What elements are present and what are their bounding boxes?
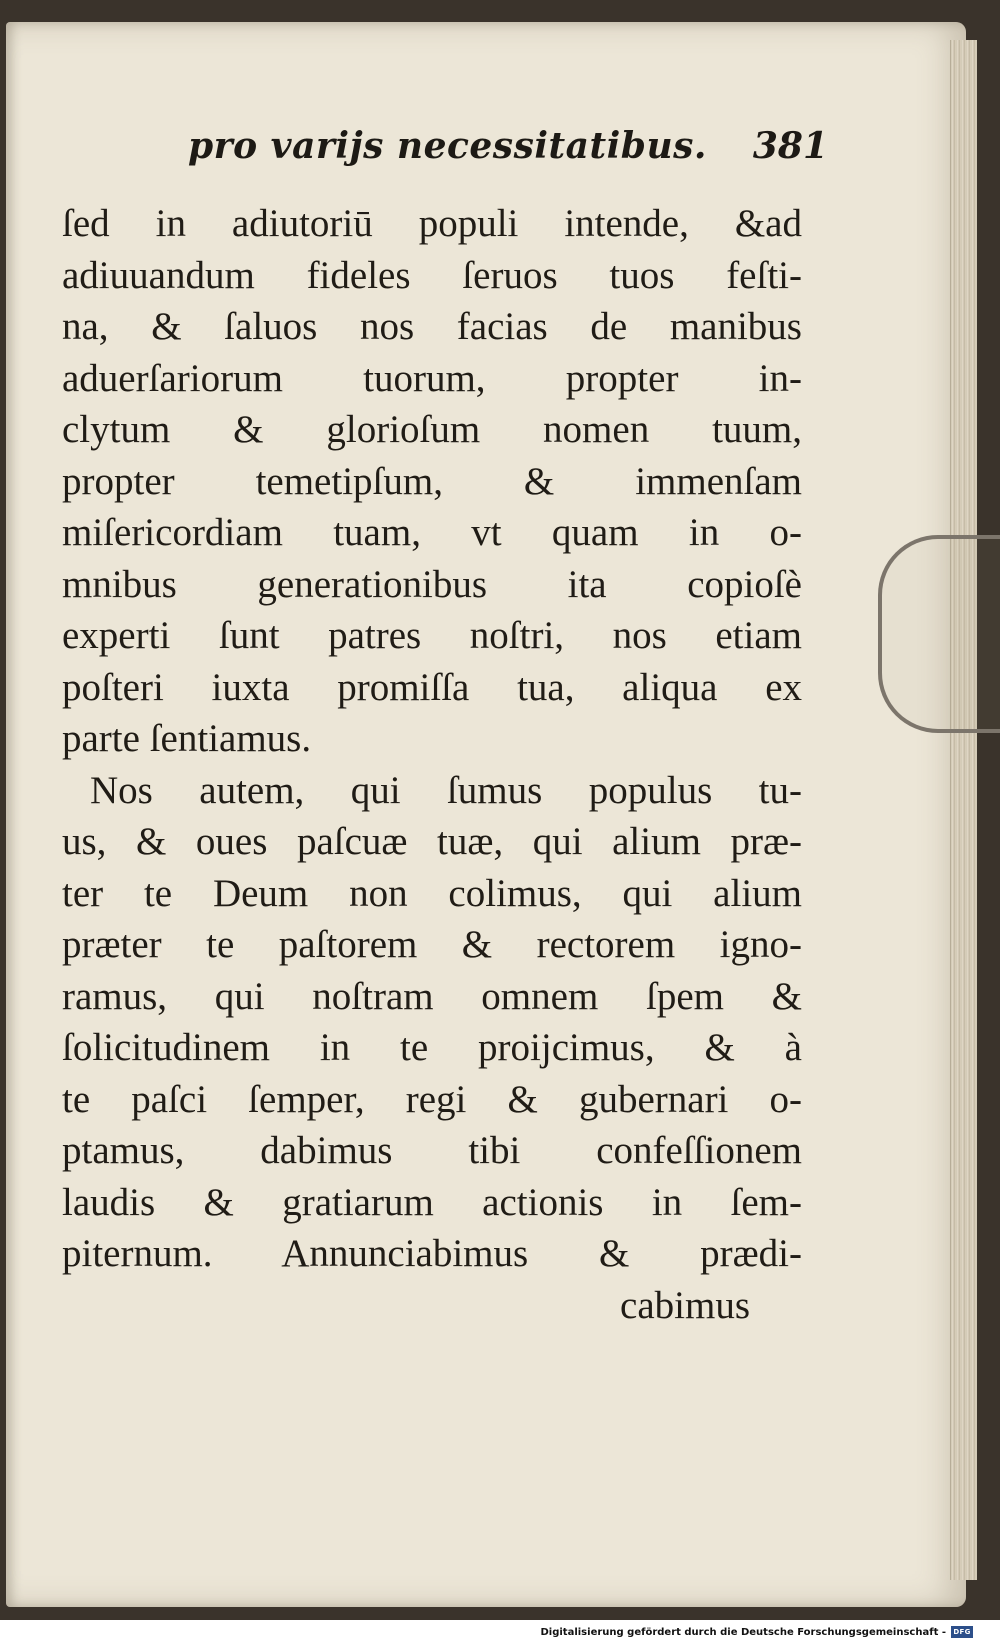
text-line: præter te paſtorem & rectorem igno- [62, 923, 802, 966]
page-edges [950, 40, 977, 1580]
page-header [188, 125, 828, 185]
text-line: poſteri iuxta promiſſa tua, aliqua ex [62, 665, 802, 709]
text-line: Nos autem, qui ſumus populus tu- [90, 768, 802, 812]
text-line: mnibus generationibus ita copioſè [62, 562, 802, 606]
text-line: te paſci ſemper, regi & gubernari o- [62, 1077, 802, 1121]
text-line: ramus, qui noſtram omnem ſpem & [62, 974, 802, 1018]
text-line: miſericordiam tuam, vt quam in o- [62, 511, 802, 554]
catchword: cabimus [620, 1283, 750, 1327]
digitization-credit: Digitalisierung gefördert durch die Deutsche Forschungsgemeinschaft - [540, 1627, 946, 1638]
text-line: experti ſunt patres noſtri, nos etiam [62, 614, 802, 657]
text-line: ptamus, dabimus tibi confeſſionem [62, 1129, 802, 1172]
text-line: parte ſentiamus. [62, 717, 312, 760]
text-line: clytum & glorioſum nomen tuum, [62, 408, 802, 451]
text-line: aduerſariorum tuorum, propter in- [62, 356, 802, 400]
text-line: ſolicitudinem in te proijcimus, & à [62, 1026, 802, 1069]
text-line: us, & oues paſcuæ tuæ, qui alium præ- [62, 820, 802, 863]
dfg-logo: DFG [951, 1626, 973, 1638]
text-line: adiuuandum fideles ſeruos tuos feſti- [62, 253, 802, 297]
text-line: laudis & gratiarum actionis in ſem- [62, 1180, 802, 1224]
text-line: ſed in adiutoriū populi intende, &ad [62, 202, 802, 245]
body-text [62, 198, 802, 1331]
text-line: na, & ſaluos nos facias de manibus [62, 305, 802, 348]
page-number: 381 [752, 125, 828, 167]
text-line: ter te Deum non colimus, qui alium [62, 871, 802, 915]
bookmark-clip [878, 535, 1000, 733]
text-line: propter temetipſum, & immenſam [62, 459, 802, 503]
running-head: pro varijs necessitatibus. [188, 125, 707, 167]
text-line: piternum. Annunciabimus & prædi- [62, 1232, 802, 1275]
